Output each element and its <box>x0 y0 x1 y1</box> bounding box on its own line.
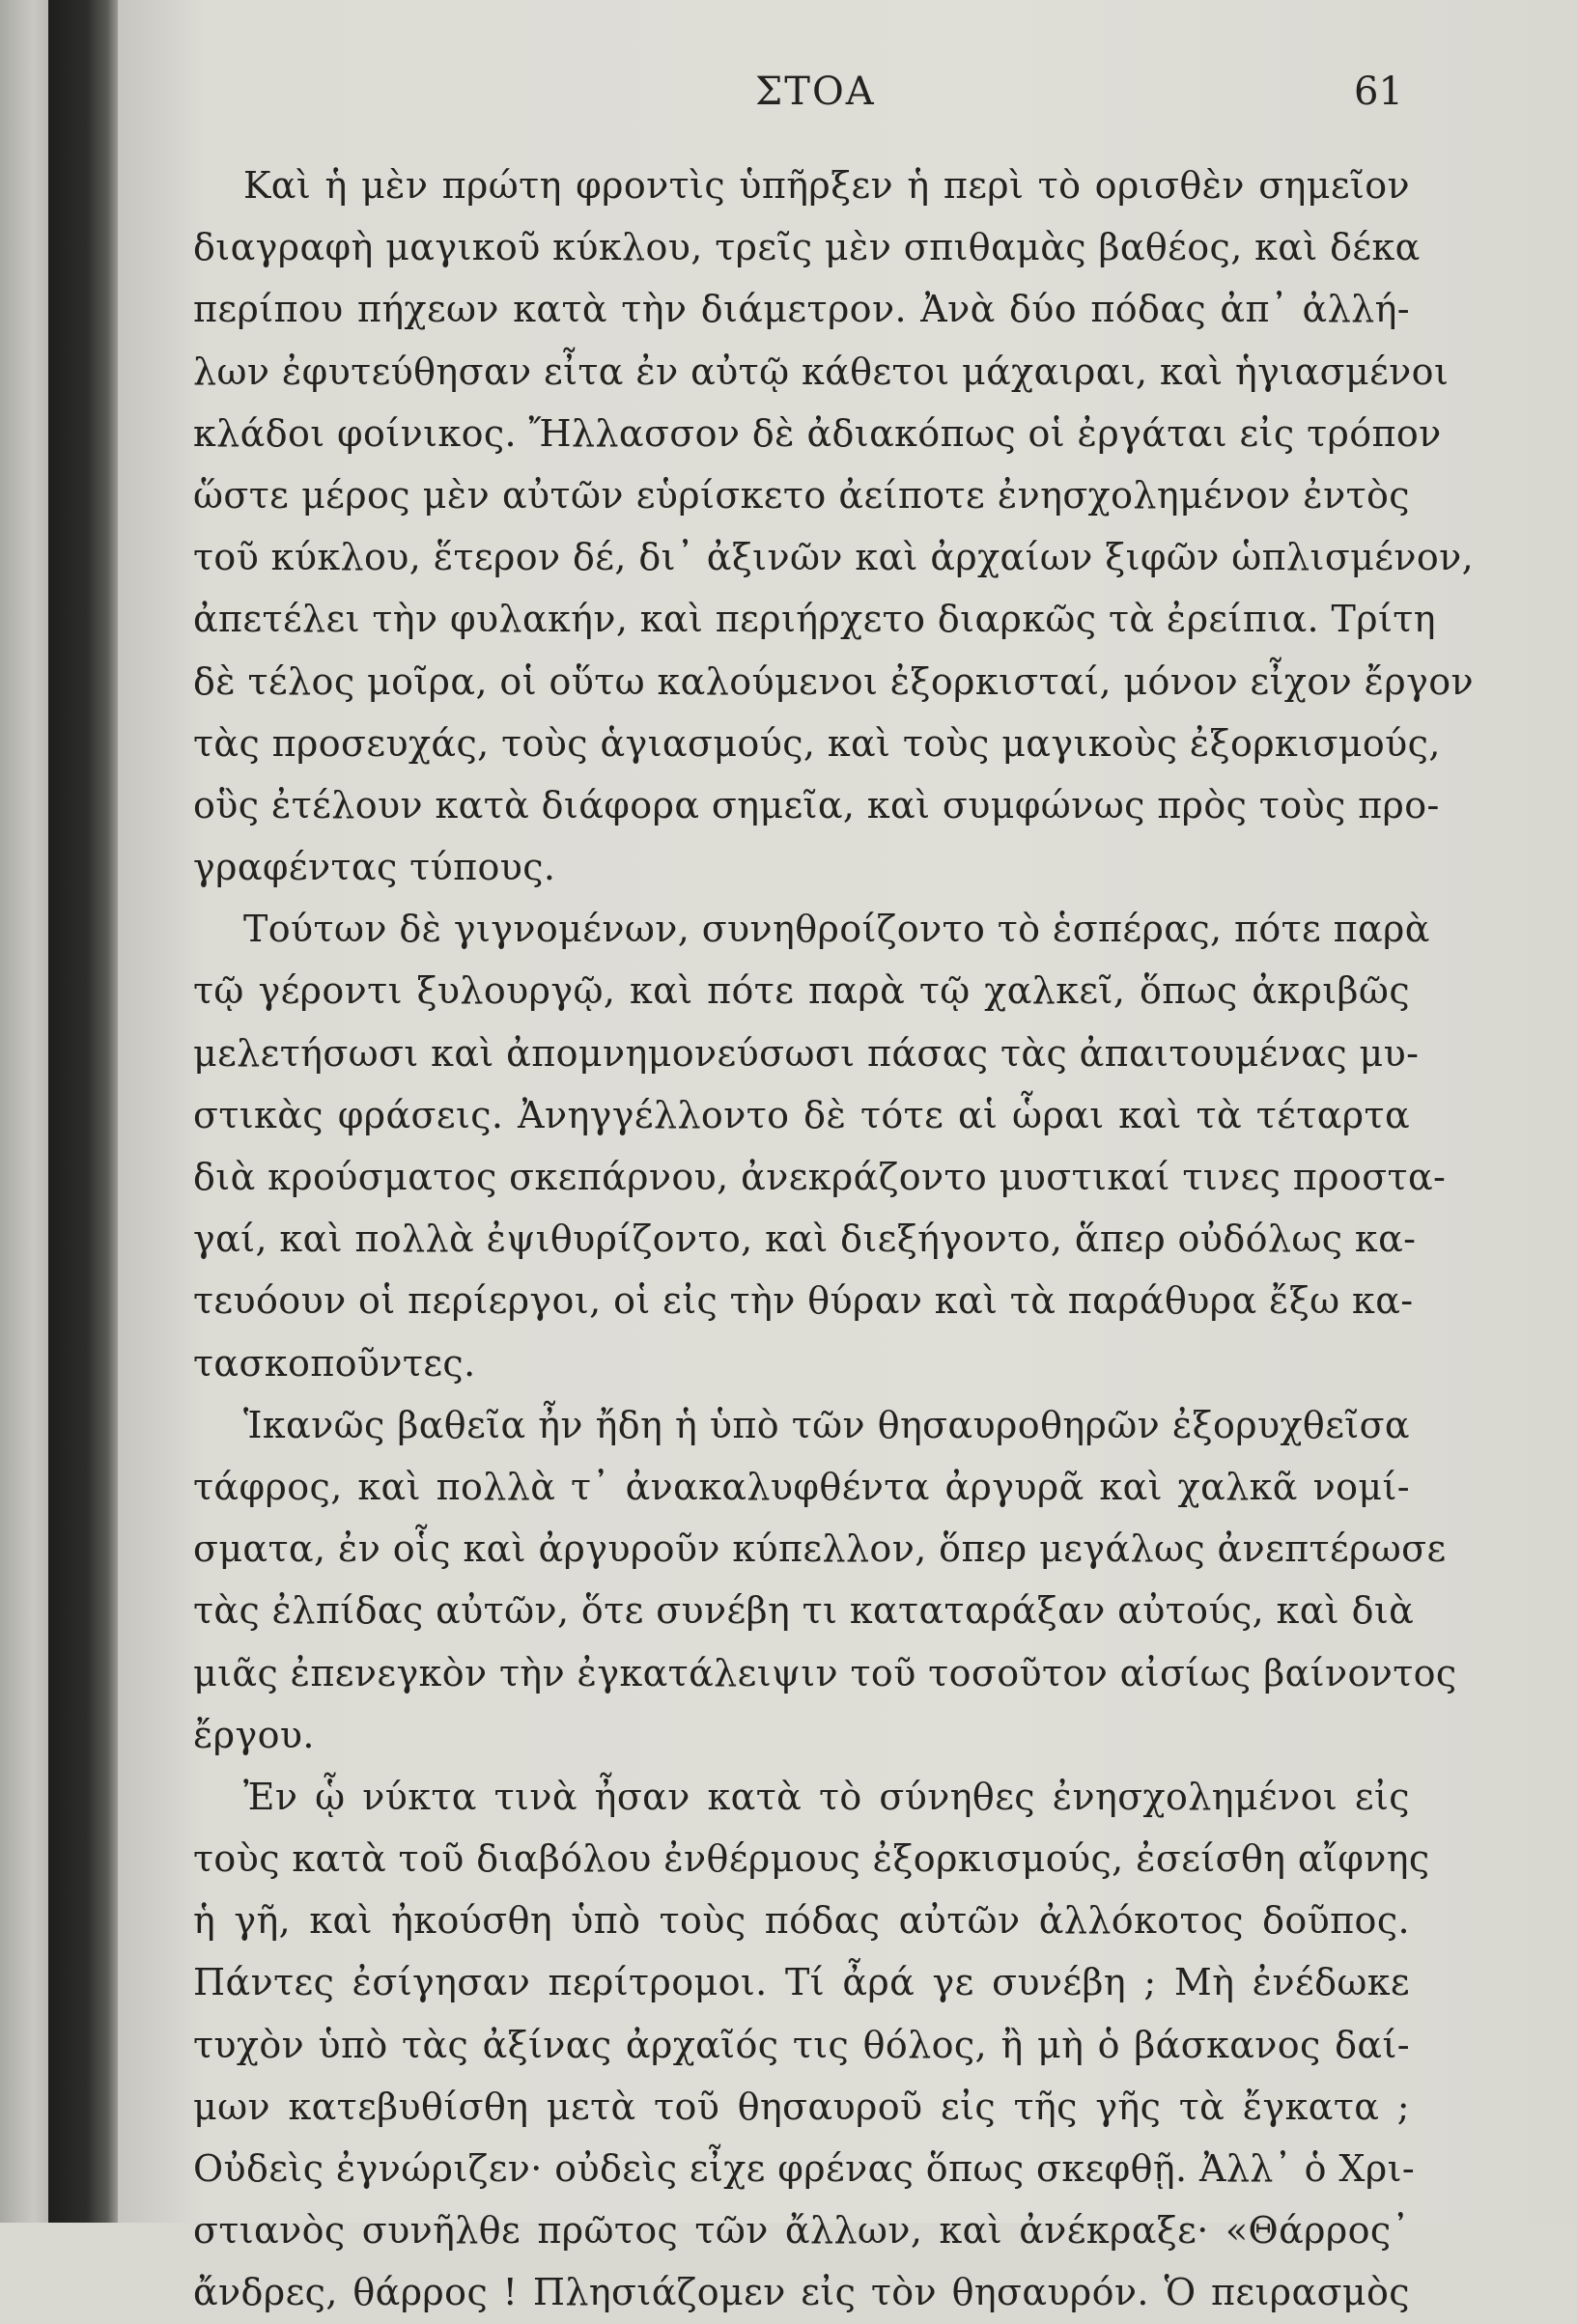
text-line: Τούτων δὲ γιγνομένων, συνηθροίζοντο τὸ ἑσπέρας, πότε παρὰ <box>243 908 1430 951</box>
text-line: διαγραφὴ μαγικοῦ κύκλου, τρεῖς μὲν σπιθαμὰς βαθέος, καὶ δέκα <box>193 226 1421 269</box>
text-line: τὰς ἐλπίδας αὐτῶν, ὅτε συνέβη τι καταταράξαν αὐτούς, καὶ διὰ <box>193 1589 1415 1633</box>
text-line: τοὺς κατὰ τοῦ διαβόλου ἐνθέρμους ἐξορκισμούς, ἐσείσθη αἴφνης <box>193 1837 1430 1881</box>
text-line: ἄνδρες, θάρρος ! Πλησιάζομεν εἰς τὸν θησαυρόν. Ὁ πειρασμὸς <box>193 2271 1410 2314</box>
text-line: μων κατεβυθίσθη μετὰ τοῦ θησαυροῦ εἰς τῆς γῆς τὰ ἔγκατα ; <box>193 2085 1410 2128</box>
text-line: δὲ τέλος μοῖρα, οἱ οὕτω καλούμενοι ἐξορκισταί, μόνον εἶχον ἔργον <box>193 659 1475 703</box>
text-line: Ἐν ᾧ νύκτα τινὰ ἦσαν κατὰ τὸ σύνηθες ἐνησχολημένοι εἰς <box>243 1775 1410 1818</box>
text-line: ἔργου. <box>193 1713 315 1756</box>
text-line: τευόουν οἱ περίεργοι, οἱ εἰς τὴν θύραν καὶ τὰ παράθυρα ἔξω κα- <box>193 1279 1414 1323</box>
running-title: ΣΤΟΑ <box>755 70 876 114</box>
gutter-shadow <box>48 0 118 2223</box>
text-line: στικὰς φράσεις. Ἀνηγγέλλοντο δὲ τότε αἱ ὧραι καὶ τὰ τέταρτα <box>193 1093 1410 1136</box>
text-line: τυχὸν ὑπὸ τὰς ἀξίνας ἀρχαῖός τις θόλος, ἢ μὴ ὁ βάσκανος δαί- <box>193 2023 1410 2066</box>
book-binding <box>0 0 48 2223</box>
text-line: μελετήσωσι καὶ ἀπομνημονεύσωσι πάσας τὰς ἀπαιτουμένας μυ- <box>193 1031 1420 1075</box>
text-line: τασκοποῦντες. <box>193 1341 476 1385</box>
text-line: λων ἐφυτεύθησαν εἶτα ἐν αὐτῷ κάθετοι μάχαιραι, καὶ ἡγιασμένοι <box>193 350 1450 393</box>
text-line: ἀπετέλει τὴν φυλακήν, καὶ περιήρχετο διαρκῶς τὰ ἐρείπια. Τρίτη <box>193 598 1436 641</box>
text-line: οὓς ἐτέλουν κατὰ διάφορα σημεῖα, καὶ συμφώνως πρὸς τοὺς προ- <box>193 783 1440 826</box>
text-line: κλάδοι φοίνικος. Ἤλλασσον δὲ ἀδιακόπως οἱ ἐργάται εἰς τρόπον <box>193 411 1442 455</box>
running-head <box>118 70 1577 127</box>
text-line: περίπου πήχεων κατὰ τὴν διάμετρον. Ἀνὰ δύο πόδας ἀπ᾽ ἀλλή- <box>193 288 1410 331</box>
text-line: μιᾶς ἐπενεγκὸν τὴν ἐγκατάλειψιν τοῦ τοσοῦτον αἰσίως βαίνοντος <box>193 1651 1457 1694</box>
text-line: διὰ κρούσματος σκεπάρνου, ἀνεκράζοντο μυστικαί τινες προστα- <box>193 1156 1447 1198</box>
text-line: τῷ γέροντι ξυλουργῷ, καὶ πότε παρὰ τῷ χαλκεῖ, ὅπως ἀκριβῶς <box>193 969 1410 1013</box>
page-number: 61 <box>1354 70 1403 114</box>
text-line: Οὐδεὶς ἐγνώριζεν· οὐδεὶς εἶχε φρένας ὅπως σκεφθῇ. Ἀλλ᾽ ὁ Χρι- <box>193 2147 1416 2190</box>
text-block <box>193 154 1475 2324</box>
text-line: σματα, ἐν οἷς καὶ ἀργυροῦν κύπελλον, ὅπερ μεγάλως ἀνεπτέρωσε <box>193 1527 1447 1571</box>
text-line: τοῦ κύκλου, ἕτερον δέ, δι᾽ ἀξινῶν καὶ ἀρχαίων ξιφῶν ὡπλισμένον, <box>193 536 1475 579</box>
text-line: στιανὸς συνῆλθε πρῶτος τῶν ἄλλων, καὶ ἀνέκραξε· «Θάρρος᾽ <box>193 2209 1410 2253</box>
text-line: τάφρος, καὶ πολλὰ τ᾽ ἀνακαλυφθέντα ἀργυρᾶ καὶ χαλκᾶ νομί- <box>193 1465 1410 1508</box>
text-line: γραφέντας τύπους. <box>193 846 556 889</box>
text-line: ὥστε μέρος μὲν αὐτῶν εὑρίσκετο ἀείποτε ἐνησχολημένον ἐντὸς <box>193 473 1410 517</box>
text-line: Καὶ ἡ μὲν πρώτη φροντὶς ὑπῆρξεν ἡ περὶ τὸ ορισθὲν σημεῖον <box>243 164 1410 207</box>
text-line: Πάντες ἐσίγησαν περίτρομοι. Τί ἆρά γε συνέβη ; Μὴ ἐνέδωκε <box>193 1961 1410 2004</box>
text-line: τὰς προσευχάς, τοὺς ἁγιασμούς, καὶ τοὺς μαγικοὺς ἐξορκισμούς, <box>193 721 1441 765</box>
text-line: γαί, καὶ πολλὰ ἐψιθυρίζοντο, καὶ διεξήγοντο, ἅπερ οὐδόλως κα- <box>193 1218 1417 1261</box>
text-line: Ἱκανῶς βαθεῖα ἦν ἤδη ἡ ὑπὸ τῶν θησαυροθηρῶν ἐξορυχθεῖσα <box>243 1403 1410 1446</box>
text-line: ἡ γῆ, καὶ ἠκούσθη ὑπὸ τοὺς πόδας αὐτῶν ἀλλόκοτος δοῦπος. <box>193 1899 1410 1943</box>
